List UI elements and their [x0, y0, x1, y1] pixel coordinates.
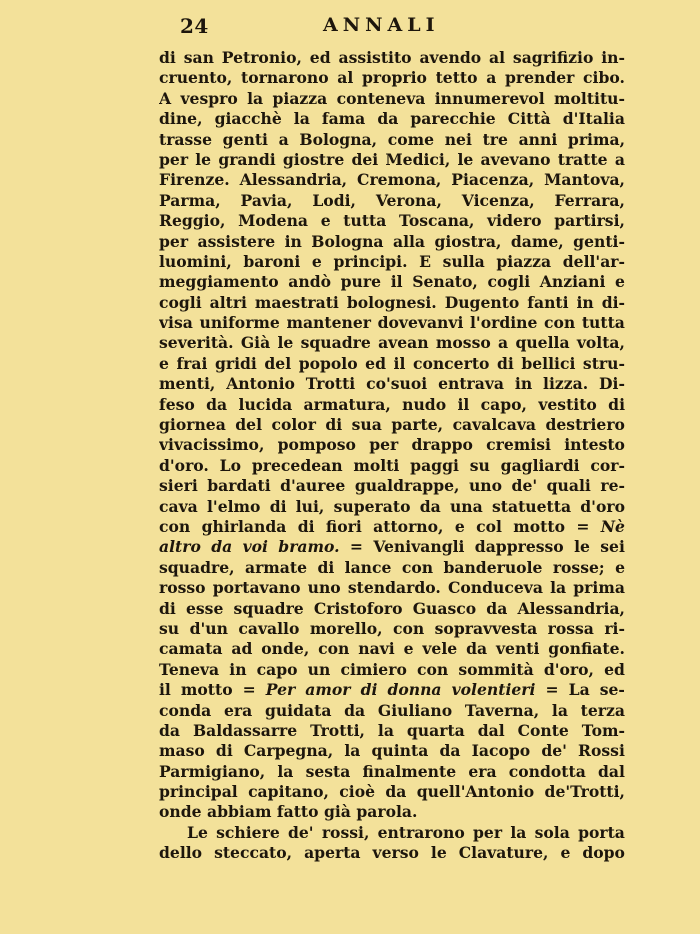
- text-line: feso da lucida armatura, nudo il capo, vestito di: [159, 394, 625, 414]
- running-head: ANNALI: [323, 14, 440, 36]
- text-line: rosso portavano uno stendardo. Conduceva la prima: [159, 578, 625, 598]
- text-line: principal capitano, cioè da quell'Antonio de'Trotti,: [159, 782, 625, 802]
- text-line: squadre, armate di lance con banderuole rosse; e: [159, 557, 625, 577]
- text-line: con ghirlanda di fiori attorno, e col motto = Nè: [159, 516, 625, 536]
- text-line: luomini, baroni e principi. E sulla piazza dell'ar-: [159, 251, 625, 271]
- text-line: d'oro. Lo precedean molti paggi su gagliardi cor-: [159, 455, 625, 475]
- text-line: meggiamento andò pure il Senato, cogli Anziani e: [159, 272, 625, 292]
- text-line: il motto = Per amor di donna volentieri = La se-: [159, 680, 625, 700]
- text-line: altro da voi bramo. = Venivangli dappresso le sei: [159, 537, 625, 557]
- text-line: trasse genti a Bologna, come nei tre anni prima,: [159, 129, 625, 149]
- text-line: per assistere in Bologna alla giostra, dame, genti-: [159, 231, 625, 251]
- text-line: Firenze. Alessandria, Cremona, Piacenza, Mantova,: [159, 170, 625, 190]
- text-line: Le schiere de' rossi, entrarono per la sola porta: [187, 822, 625, 842]
- text-line: di esse squadre Cristoforo Guasco da Alessandria,: [159, 598, 625, 618]
- text-line: visa uniforme mantener dovevanvi l'ordine con tutta: [159, 313, 625, 333]
- text-line: conda era guidata da Giuliano Taverna, la terza: [159, 700, 625, 720]
- body-text: [159, 48, 625, 864]
- text-line: cava l'elmo di lui, superato da una statuetta d'oro: [159, 496, 625, 516]
- text-line: camata ad onde, con navi e vele da venti gonfiate.: [159, 639, 625, 659]
- text-line: maso di Carpegna, la quinta da Iacopo de' Rossi: [159, 741, 625, 761]
- text-line: da Baldassarre Trotti, la quarta dal Conte Tom-: [159, 720, 625, 740]
- text-line: A vespro la piazza conteneva innumerevol moltitu-: [159, 88, 625, 108]
- text-line: Parma, Pavia, Lodi, Verona, Vicenza, Ferrara,: [159, 190, 625, 210]
- text-line: Teneva in capo un cimiero con sommità d'oro, ed: [159, 659, 625, 679]
- text-line: menti, Antonio Trotti co'suoi entrava in lizza. Di-: [159, 374, 625, 394]
- page-number: 24: [180, 14, 209, 38]
- text-line: dine, giacchè la fama da parecchie Città d'Italia: [159, 109, 625, 129]
- text-line: cruento, tornarono al proprio tetto a prender cibo.: [159, 68, 625, 88]
- text-line: e frai gridi del popolo ed il concerto di bellici stru-: [159, 353, 625, 373]
- text-line: cogli altri maestrati bolognesi. Dugento fanti in di-: [159, 292, 625, 312]
- text-line: onde abbiam fatto già parola.: [159, 802, 418, 822]
- text-line: Parmigiano, la sesta finalmente era condotta dal: [159, 761, 625, 781]
- text-line: vivacissimo, pomposo per drappo cremisi intesto: [159, 435, 625, 455]
- text-line: di san Petronio, ed assistito avendo al sagrifizio in-: [159, 48, 625, 67]
- text-line: Reggio, Modena e tutta Toscana, videro partirsi,: [159, 211, 625, 231]
- text-line: sieri bardati d'auree gualdrappe, uno de' quali re-: [159, 476, 625, 496]
- text-line: per le grandi giostre dei Medici, le avevano tratte a: [159, 149, 625, 169]
- text-line: su d'un cavallo morello, con sopravvesta rossa ri-: [159, 618, 625, 638]
- text-line: giornea del color di sua parte, cavalcava destriero: [159, 415, 625, 435]
- text-line: dello steccato, aperta verso le Clavature, e dopo: [159, 843, 625, 863]
- page-header: [180, 14, 640, 40]
- text-line: severità. Già le squadre avean mosso a quella volta,: [159, 333, 625, 353]
